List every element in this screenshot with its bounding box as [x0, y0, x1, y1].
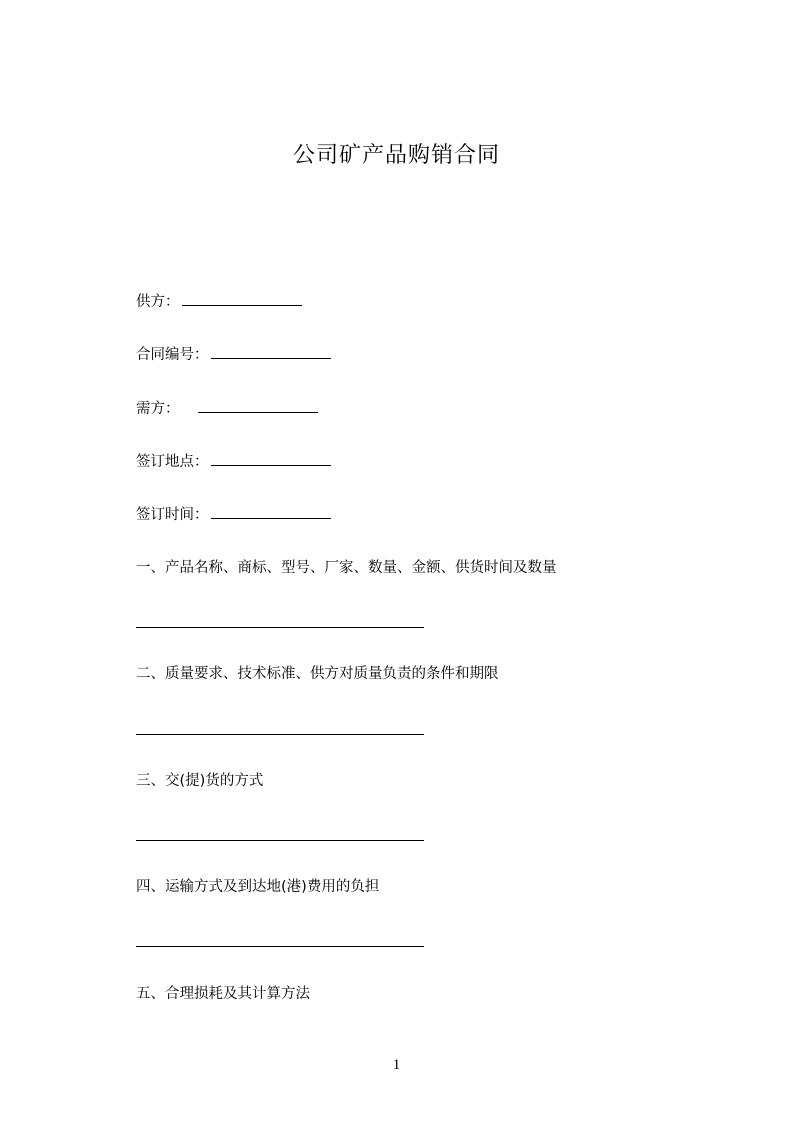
sign-place-label: 签订地点：: [136, 454, 209, 470]
page-number: 1: [392, 1057, 401, 1073]
sign-place-field: [136, 451, 331, 472]
sign-time-label: 签订时间：: [136, 507, 209, 523]
section-2-heading: 二、质量要求、技术标准、供方对质量负责的条件和期限: [136, 666, 499, 682]
section-3-answer-line[interactable]: [136, 840, 424, 841]
sign-place-blank[interactable]: [211, 451, 331, 466]
section-4-answer-line[interactable]: [136, 946, 424, 947]
section-3-heading: 三、交(提)货的方式: [136, 773, 264, 789]
supplier-field: [136, 291, 302, 312]
section-2-answer-line[interactable]: [136, 734, 424, 735]
buyer-label: 需方：: [136, 401, 180, 417]
document-title: 公司矿产品购销合同: [292, 143, 500, 168]
contract-number-blank[interactable]: [211, 344, 331, 359]
section-5-heading: 五、合理损耗及其计算方法: [136, 986, 310, 1002]
supplier-label: 供方：: [136, 294, 180, 310]
section-1-heading: 一、产品名称、商标、型号、厂家、数量、金额、供货时间及数量: [136, 560, 557, 576]
buyer-field: [136, 398, 318, 419]
supplier-blank[interactable]: [182, 291, 302, 306]
contract-number-label: 合同编号：: [136, 347, 209, 363]
sign-time-field: [136, 504, 331, 525]
sign-time-blank[interactable]: [211, 504, 331, 519]
section-4-heading: 四、运输方式及到达地(港)费用的负担: [136, 879, 380, 895]
buyer-blank[interactable]: [198, 398, 318, 413]
section-1-answer-line[interactable]: [136, 627, 424, 628]
contract-number-field: [136, 344, 331, 365]
